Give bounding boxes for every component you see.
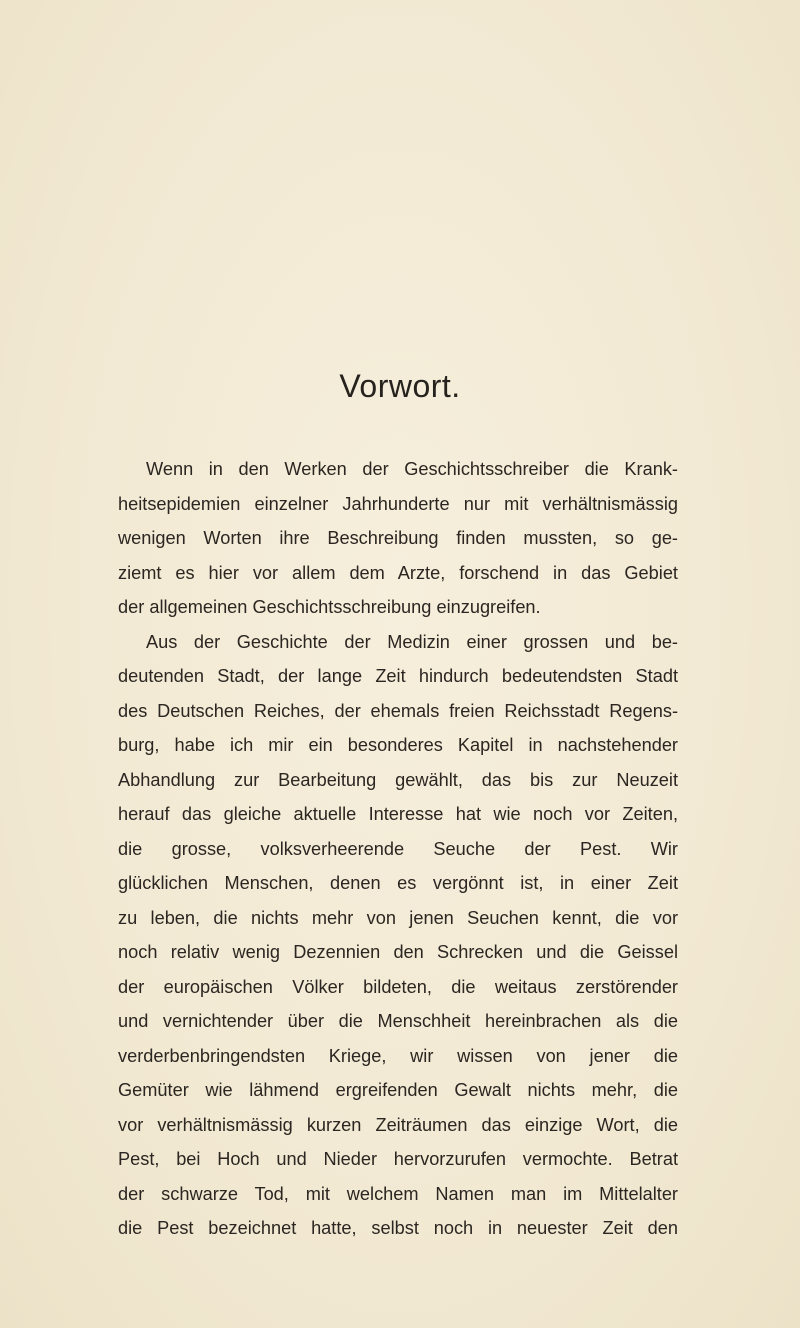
text-line: deutenden Stadt, der lange Zeit hindurch bedeutendsten Stadt	[118, 666, 678, 686]
text-line: vor verhältnismässig kurzen Zeiträumen das einzige Wort, die	[118, 1114, 678, 1135]
text-line: der schwarze Tod, mit welchem Namen man im Mittelalter	[118, 1183, 678, 1204]
text-line: verderbenbringendsten Kriege, wir wissen von jener die	[118, 1045, 678, 1066]
text-line: die grosse, volksverheerende Seuche der Pest. Wir	[118, 838, 678, 859]
text-line: ziemt es hier vor allem dem Arzte, forschend in das Gebiet	[118, 562, 678, 583]
body-text	[118, 452, 678, 1246]
text-line: die Pest bezeichnet hatte, selbst noch in neuester Zeit den	[118, 1218, 678, 1238]
text-line: der allgemeinen Geschichtsschreibung einzugreifen.	[118, 597, 541, 617]
text-line: herauf das gleiche aktuelle Interesse hat wie noch vor Zeiten,	[118, 804, 678, 824]
text-line: Abhandlung zur Bearbeitung gewählt, das bis zur Neuzeit	[118, 769, 678, 790]
text-line: zu leben, die nichts mehr von jenen Seuchen kennt, die vor	[118, 907, 678, 928]
text-line: Pest, bei Hoch und Nieder hervorzurufen vermochte. Betrat	[118, 1149, 678, 1169]
text-line: heitsepidemien einzelner Jahrhunderte nur mit verhältnismässig	[118, 493, 678, 514]
text-line: wenigen Worten ihre Beschreibung finden mussten, so ge-	[118, 528, 678, 548]
text-line: Wenn in den Werken der Geschichtsschreiber die Krank-	[146, 459, 678, 479]
text-line: burg, habe ich mir ein besonderes Kapitel in nachstehender	[118, 735, 678, 755]
text-line: glücklichen Menschen, denen es vergönnt ist, in einer Zeit	[118, 873, 678, 893]
text-line: noch relativ wenig Dezennien den Schrecken und die Geissel	[118, 942, 678, 962]
text-line: Gemüter wie lähmend ergreifenden Gewalt nichts mehr, die	[118, 1080, 678, 1100]
text-line: der europäischen Völker bildeten, die weitaus zerstörender	[118, 976, 678, 997]
text-line: Aus der Geschichte der Medizin einer grossen und be-	[146, 631, 678, 652]
text-line: des Deutschen Reiches, der ehemals freien Reichsstadt Regens-	[118, 700, 678, 721]
text-line: und vernichtender über die Menschheit hereinbrachen als die	[118, 1011, 678, 1031]
page-title: Vorwort.	[339, 368, 461, 404]
